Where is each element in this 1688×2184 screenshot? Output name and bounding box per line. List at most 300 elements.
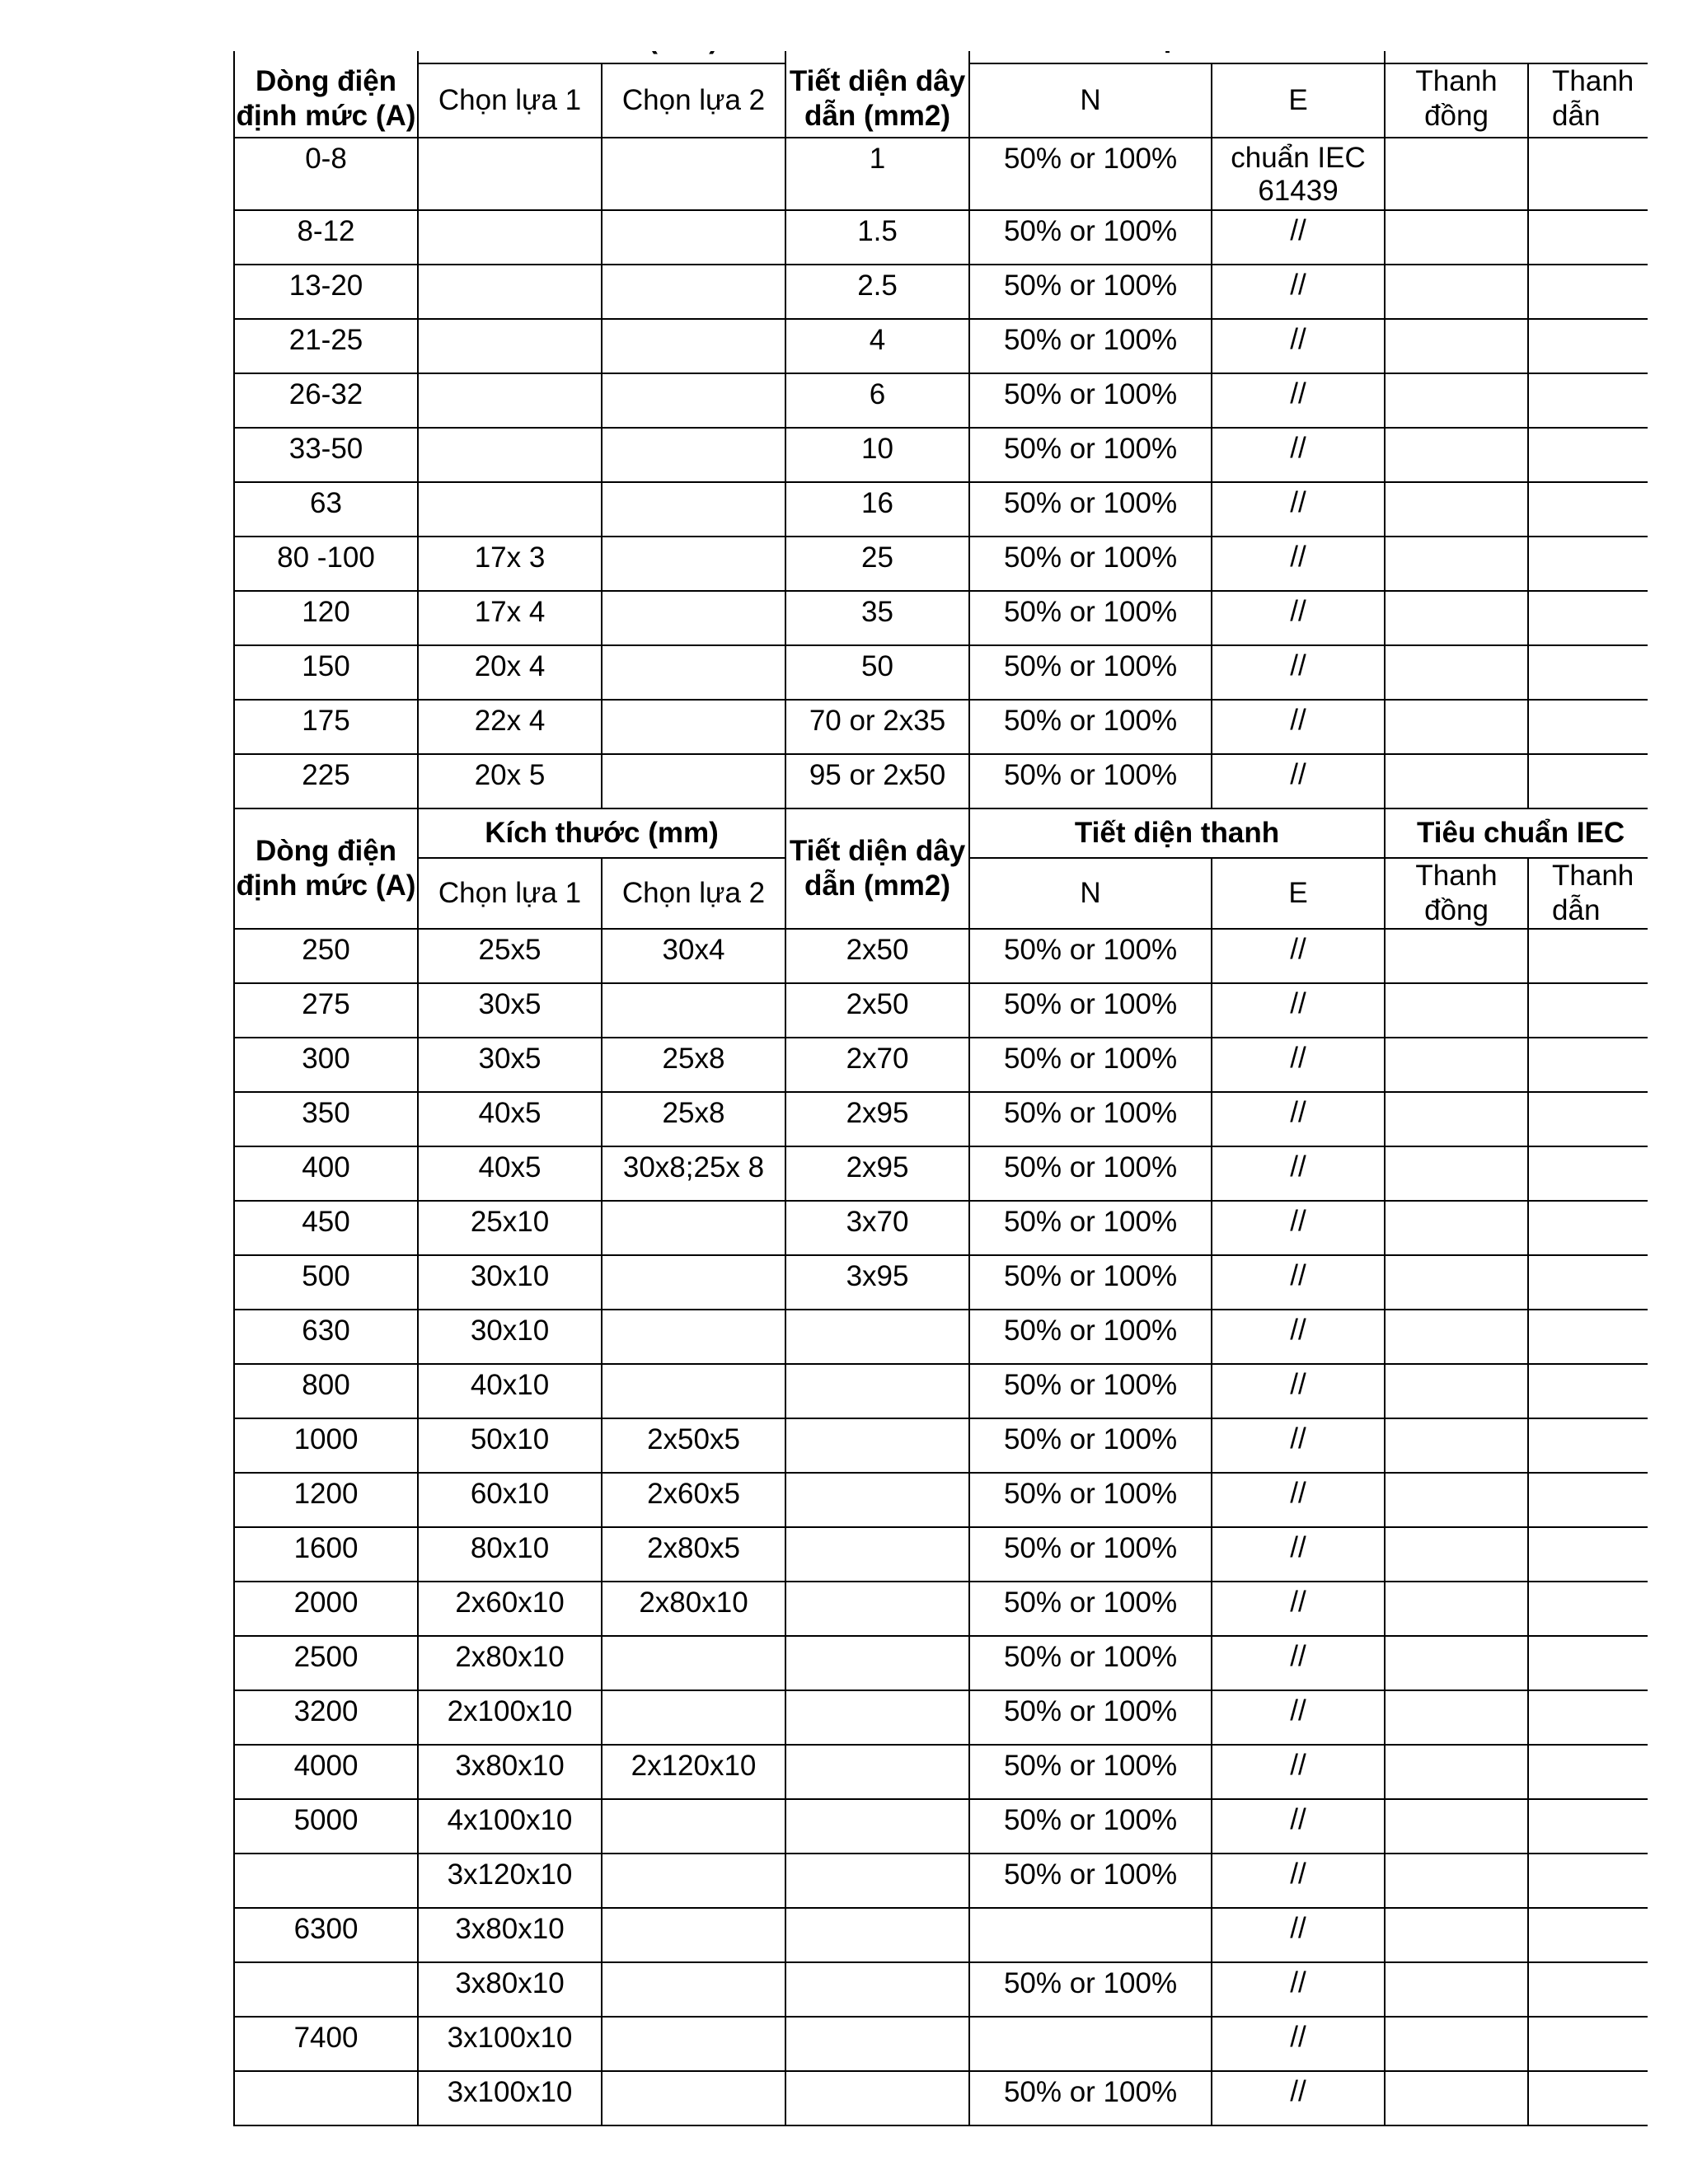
table-row	[234, 1962, 1648, 2017]
cell-iec-copper	[1385, 645, 1528, 700]
cell-option2	[602, 1962, 785, 2017]
cell-conductor: 35	[785, 591, 969, 645]
cell-option1: 17x 4	[418, 591, 602, 645]
table-row	[234, 428, 1648, 482]
header2-bar-section: Tiết diện thanh	[969, 808, 1385, 858]
cell-current: 3200	[234, 1690, 418, 1745]
cell-iec-conductor	[1528, 138, 1648, 210]
cell-option2	[602, 591, 785, 645]
specification-table	[233, 0, 1649, 2126]
cell-iec-conductor	[1528, 645, 1648, 700]
cell-e: //	[1212, 1092, 1385, 1146]
cell-n: 50% or 100%	[969, 1799, 1212, 1854]
cell-option1	[418, 319, 602, 373]
cell-conductor: 70 or 2x35	[785, 700, 969, 754]
cell-e: //	[1212, 1038, 1385, 1092]
table-row	[234, 265, 1648, 319]
cell-option2	[602, 1310, 785, 1364]
cell-current	[234, 1854, 418, 1908]
cell-e: //	[1212, 1745, 1385, 1799]
header2-e: E	[1212, 858, 1385, 929]
cell-e: //	[1212, 482, 1385, 537]
cell-current: 500	[234, 1255, 418, 1310]
cell-iec-conductor	[1528, 1636, 1648, 1690]
table-row	[234, 537, 1648, 591]
cell-iec-conductor	[1528, 754, 1648, 808]
header-conductor-label: Tiết diện dây dẫn (mm2)	[789, 65, 966, 132]
cell-n: 50% or 100%	[969, 1962, 1212, 2017]
cell-conductor: 2x95	[785, 1146, 969, 1201]
cell-iec-copper	[1385, 373, 1528, 428]
cell-iec-copper	[1385, 1854, 1528, 1908]
cell-iec-copper	[1385, 1908, 1528, 1962]
header2-n: N	[969, 858, 1212, 929]
cell-option2	[602, 1908, 785, 1962]
header-e: E	[1212, 63, 1385, 138]
cell-e: //	[1212, 1636, 1385, 1690]
cell-conductor: 3x70	[785, 1201, 969, 1255]
cell-option1: 60x10	[418, 1473, 602, 1527]
cell-n: 50% or 100%	[969, 754, 1212, 808]
cell-current: 6300	[234, 1908, 418, 1962]
table-row	[234, 1364, 1648, 1418]
cell-iec-copper	[1385, 1745, 1528, 1799]
cell-current: 150	[234, 645, 418, 700]
cell-n: 50% or 100%	[969, 1310, 1212, 1364]
cell-option2	[602, 1690, 785, 1745]
cell-e: //	[1212, 1418, 1385, 1473]
header-current-label: Dòng điện định mức (A)	[236, 65, 416, 132]
header2-opt1: Chọn lựa 1	[418, 858, 602, 929]
cell-option1: 40x5	[418, 1092, 602, 1146]
cell-iec-copper	[1385, 210, 1528, 265]
cell-iec-copper	[1385, 428, 1528, 482]
cell-iec-copper	[1385, 482, 1528, 537]
cell-iec-conductor	[1528, 1799, 1648, 1854]
cell-e: //	[1212, 319, 1385, 373]
cell-iec-copper	[1385, 265, 1528, 319]
cell-e: //	[1212, 1527, 1385, 1582]
cell-iec-conductor	[1528, 700, 1648, 754]
table-row	[234, 1255, 1648, 1310]
table-row	[234, 591, 1648, 645]
cell-conductor: 1.5	[785, 210, 969, 265]
cell-conductor: 95 or 2x50	[785, 754, 969, 808]
table-row	[234, 1799, 1648, 1854]
cell-option2	[602, 645, 785, 700]
cell-n: 50% or 100%	[969, 210, 1212, 265]
header-opt1: Chọn lựa 1	[418, 63, 602, 138]
cell-conductor	[785, 1636, 969, 1690]
cell-n: 50% or 100%	[969, 138, 1212, 210]
cell-e: //	[1212, 2017, 1385, 2071]
cell-option2: 30x8;25x 8	[602, 1146, 785, 1201]
cell-iec-conductor	[1528, 983, 1648, 1038]
cell-iec-conductor	[1528, 1582, 1648, 1636]
cell-iec-conductor	[1528, 2017, 1648, 2071]
cell-conductor	[785, 1908, 969, 1962]
table-row	[234, 1854, 1648, 1908]
cell-option1	[418, 265, 602, 319]
cell-option1: 3x100x10	[418, 2071, 602, 2125]
cell-iec-copper	[1385, 1092, 1528, 1146]
header-n: N	[969, 63, 1212, 138]
cell-option1: 25x10	[418, 1201, 602, 1255]
cell-e: //	[1212, 1690, 1385, 1745]
table-row	[234, 1310, 1648, 1364]
cell-iec-copper	[1385, 1364, 1528, 1418]
table-row	[234, 373, 1648, 428]
cell-n: 50% or 100%	[969, 1636, 1212, 1690]
header-row-2-top	[234, 808, 1648, 858]
cell-iec-conductor	[1528, 1690, 1648, 1745]
cell-iec-copper	[1385, 1962, 1528, 2017]
cell-n: 50% or 100%	[969, 1255, 1212, 1310]
cell-e: //	[1212, 1908, 1385, 1962]
cell-iec-conductor	[1528, 1962, 1648, 2017]
cell-current: 7400	[234, 2017, 418, 2071]
cell-option1	[418, 210, 602, 265]
cell-option1	[418, 482, 602, 537]
cell-conductor: 2x70	[785, 1038, 969, 1092]
cell-current: 275	[234, 983, 418, 1038]
cell-conductor: 1	[785, 138, 969, 210]
cell-option1: 30x5	[418, 1038, 602, 1092]
cell-option2	[602, 1201, 785, 1255]
cell-iec-conductor	[1528, 1201, 1648, 1255]
cell-iec-copper	[1385, 591, 1528, 645]
table-row	[234, 1908, 1648, 1962]
cell-conductor	[785, 2017, 969, 2071]
cell-conductor	[785, 2071, 969, 2125]
cell-e: //	[1212, 700, 1385, 754]
cell-iec-copper	[1385, 2017, 1528, 2071]
cell-conductor: 2x50	[785, 929, 969, 983]
table-row	[234, 482, 1648, 537]
cell-e: //	[1212, 373, 1385, 428]
cell-option2	[602, 754, 785, 808]
cell-e: //	[1212, 754, 1385, 808]
cell-conductor: 2.5	[785, 265, 969, 319]
cell-iec-conductor	[1528, 1310, 1648, 1364]
cell-option1: 2x100x10	[418, 1690, 602, 1745]
cell-e: //	[1212, 2071, 1385, 2125]
cell-option1	[418, 138, 602, 210]
table-row	[234, 319, 1648, 373]
cell-iec-conductor	[1528, 1364, 1648, 1418]
cell-option2: 2x50x5	[602, 1418, 785, 1473]
cell-iec-copper	[1385, 983, 1528, 1038]
cell-option1: 3x80x10	[418, 1908, 602, 1962]
page-right-edge	[1648, 0, 1688, 2184]
cell-iec-copper	[1385, 1310, 1528, 1364]
table-row	[234, 645, 1648, 700]
cell-option2: 2x80x5	[602, 1527, 785, 1582]
cell-n: 50% or 100%	[969, 1092, 1212, 1146]
cell-current: 13-20	[234, 265, 418, 319]
cell-iec-conductor	[1528, 1745, 1648, 1799]
cell-option2: 25x8	[602, 1038, 785, 1092]
cell-option1: 3x80x10	[418, 1745, 602, 1799]
table-row	[234, 1582, 1648, 1636]
cell-option2	[602, 1364, 785, 1418]
cell-option2	[602, 1636, 785, 1690]
cell-option1: 25x5	[418, 929, 602, 983]
cell-iec-copper	[1385, 929, 1528, 983]
cell-iec-copper	[1385, 1473, 1528, 1527]
cell-option1: 80x10	[418, 1527, 602, 1582]
cell-option2	[602, 537, 785, 591]
cell-current: 26-32	[234, 373, 418, 428]
cell-e: //	[1212, 537, 1385, 591]
cell-conductor: 4	[785, 319, 969, 373]
cell-e: //	[1212, 1364, 1385, 1418]
cell-option2	[602, 210, 785, 265]
cell-n: 50% or 100%	[969, 1527, 1212, 1582]
table-row	[234, 1092, 1648, 1146]
table-row	[234, 2017, 1648, 2071]
cell-option1: 3x80x10	[418, 1962, 602, 2017]
cell-iec-conductor	[1528, 591, 1648, 645]
cell-iec-copper	[1385, 138, 1528, 210]
cell-iec-conductor	[1528, 1908, 1648, 1962]
cell-current: 1600	[234, 1527, 418, 1582]
cell-option1: 2x60x10	[418, 1582, 602, 1636]
cell-e: //	[1212, 983, 1385, 1038]
cell-option2	[602, 265, 785, 319]
cell-current: 175	[234, 700, 418, 754]
cell-n: 50% or 100%	[969, 1038, 1212, 1092]
table-row	[234, 700, 1648, 754]
cell-iec-conductor	[1528, 319, 1648, 373]
table-row	[234, 929, 1648, 983]
cell-option1: 20x 5	[418, 754, 602, 808]
cell-conductor: 2x95	[785, 1092, 969, 1146]
header2-current: Dòng điện định mức (A)	[234, 808, 418, 929]
cell-conductor	[785, 1418, 969, 1473]
cell-current: 2500	[234, 1636, 418, 1690]
cell-iec-copper	[1385, 1255, 1528, 1310]
cell-option2	[602, 2017, 785, 2071]
table-row	[234, 1527, 1648, 1582]
cell-conductor	[785, 1745, 969, 1799]
cell-conductor: 50	[785, 645, 969, 700]
cell-current: 8-12	[234, 210, 418, 265]
cell-n: 50% or 100%	[969, 319, 1212, 373]
cell-option1: 4x100x10	[418, 1799, 602, 1854]
cell-n: 50% or 100%	[969, 983, 1212, 1038]
cell-option1: 30x10	[418, 1310, 602, 1364]
cell-iec-conductor	[1528, 1146, 1648, 1201]
cell-e: //	[1212, 265, 1385, 319]
cell-option2	[602, 1854, 785, 1908]
cell-conductor	[785, 1582, 969, 1636]
cell-e: //	[1212, 210, 1385, 265]
cell-conductor	[785, 1473, 969, 1527]
cell-e: //	[1212, 929, 1385, 983]
cell-option2	[602, 138, 785, 210]
cell-current: 1200	[234, 1473, 418, 1527]
cell-iec-copper	[1385, 1146, 1528, 1201]
cell-iec-copper	[1385, 2071, 1528, 2125]
table-row	[234, 1201, 1648, 1255]
cell-conductor	[785, 1799, 969, 1854]
cell-option1	[418, 428, 602, 482]
cell-current: 300	[234, 1038, 418, 1092]
cell-n: 50% or 100%	[969, 537, 1212, 591]
cell-current: 1000	[234, 1418, 418, 1473]
cell-option2	[602, 482, 785, 537]
cell-current: 350	[234, 1092, 418, 1146]
cell-iec-conductor	[1528, 1418, 1648, 1473]
table-row	[234, 138, 1648, 210]
cell-option2	[602, 319, 785, 373]
cell-iec-copper	[1385, 754, 1528, 808]
table-row	[234, 983, 1648, 1038]
cell-current: 120	[234, 591, 418, 645]
cell-conductor: 6	[785, 373, 969, 428]
cell-conductor: 25	[785, 537, 969, 591]
cell-n: 50% or 100%	[969, 929, 1212, 983]
cell-n	[969, 1908, 1212, 1962]
cell-conductor	[785, 1690, 969, 1745]
cell-option2	[602, 1255, 785, 1310]
cell-iec-copper	[1385, 700, 1528, 754]
cell-option1: 40x5	[418, 1146, 602, 1201]
cell-iec-conductor	[1528, 373, 1648, 428]
cell-option2	[602, 1799, 785, 1854]
cell-current: 0-8	[234, 138, 418, 210]
cell-e: //	[1212, 1310, 1385, 1364]
header2-iec: Tiêu chuẩn IEC	[1385, 808, 1648, 858]
cell-iec-copper	[1385, 537, 1528, 591]
cell-iec-copper	[1385, 1418, 1528, 1473]
cell-option2: 2x120x10	[602, 1745, 785, 1799]
header2-conductor: Tiết diện dây dẫn (mm2)	[785, 808, 969, 929]
cell-option1: 3x100x10	[418, 2017, 602, 2071]
cell-n: 50% or 100%	[969, 265, 1212, 319]
page-top-edge	[0, 0, 1688, 51]
cell-option1: 30x10	[418, 1255, 602, 1310]
cell-iec-conductor	[1528, 1854, 1648, 1908]
header-iec-conductor: Thanh dẫn	[1528, 63, 1648, 138]
cell-option1: 22x 4	[418, 700, 602, 754]
cell-e: //	[1212, 1473, 1385, 1527]
cell-option2	[602, 983, 785, 1038]
cell-option1: 2x80x10	[418, 1636, 602, 1690]
cell-iec-copper	[1385, 1038, 1528, 1092]
table-row	[234, 2071, 1648, 2125]
cell-conductor	[785, 1310, 969, 1364]
table-row	[234, 1690, 1648, 1745]
header-iec-copper: Thanh đồng	[1385, 63, 1528, 138]
cell-option2: 2x80x10	[602, 1582, 785, 1636]
cell-iec-copper	[1385, 319, 1528, 373]
cell-conductor	[785, 1962, 969, 2017]
cell-iec-copper	[1385, 1690, 1528, 1745]
cell-n: 50% or 100%	[969, 645, 1212, 700]
cell-n: 50% or 100%	[969, 1473, 1212, 1527]
cell-current: 33-50	[234, 428, 418, 482]
header2-opt2: Chọn lựa 2	[602, 858, 785, 929]
cell-option1: 17x 3	[418, 537, 602, 591]
cell-current: 800	[234, 1364, 418, 1418]
cell-iec-conductor	[1528, 537, 1648, 591]
cell-iec-copper	[1385, 1799, 1528, 1854]
table-row	[234, 1038, 1648, 1092]
cell-option1: 3x120x10	[418, 1854, 602, 1908]
cell-current: 250	[234, 929, 418, 983]
cell-current: 21-25	[234, 319, 418, 373]
cell-current	[234, 1962, 418, 2017]
cell-conductor: 3x95	[785, 1255, 969, 1310]
cell-e: //	[1212, 1146, 1385, 1201]
cell-option2: 25x8	[602, 1092, 785, 1146]
cell-n: 50% or 100%	[969, 482, 1212, 537]
cell-e: //	[1212, 1255, 1385, 1310]
cell-iec-conductor	[1528, 1255, 1648, 1310]
cell-conductor	[785, 1854, 969, 1908]
cell-n: 50% or 100%	[969, 1582, 1212, 1636]
cell-e: //	[1212, 1799, 1385, 1854]
cell-current: 2000	[234, 1582, 418, 1636]
cell-n: 50% or 100%	[969, 591, 1212, 645]
cell-n: 50% or 100%	[969, 1146, 1212, 1201]
cell-iec-conductor	[1528, 482, 1648, 537]
cell-n: 50% or 100%	[969, 1418, 1212, 1473]
cell-iec-conductor	[1528, 1527, 1648, 1582]
cell-iec-copper	[1385, 1201, 1528, 1255]
cell-n: 50% or 100%	[969, 1201, 1212, 1255]
header2-iec-conductor: Thanh dẫn	[1528, 858, 1648, 929]
table-row	[234, 1745, 1648, 1799]
cell-n: 50% or 100%	[969, 700, 1212, 754]
cell-current: 80 -100	[234, 537, 418, 591]
cell-current: 5000	[234, 1799, 418, 1854]
cell-n: 50% or 100%	[969, 1364, 1212, 1418]
cell-iec-conductor	[1528, 1473, 1648, 1527]
cell-e: //	[1212, 428, 1385, 482]
cell-iec-conductor	[1528, 210, 1648, 265]
cell-current: 63	[234, 482, 418, 537]
cell-option1: 40x10	[418, 1364, 602, 1418]
cell-iec-copper	[1385, 1582, 1528, 1636]
cell-option1	[418, 373, 602, 428]
cell-n: 50% or 100%	[969, 1745, 1212, 1799]
table-row	[234, 210, 1648, 265]
cell-n: 50% or 100%	[969, 428, 1212, 482]
cell-iec-copper	[1385, 1527, 1528, 1582]
cell-iec-conductor	[1528, 1092, 1648, 1146]
table-row	[234, 754, 1648, 808]
table-row	[234, 1636, 1648, 1690]
cell-current	[234, 2071, 418, 2125]
cell-iec-conductor	[1528, 1038, 1648, 1092]
cell-option1: 30x5	[418, 983, 602, 1038]
cell-conductor	[785, 1527, 969, 1582]
cell-option2	[602, 2071, 785, 2125]
cell-option1: 20x 4	[418, 645, 602, 700]
cell-n: 50% or 100%	[969, 2071, 1212, 2125]
table-row	[234, 1418, 1648, 1473]
cell-option1: 50x10	[418, 1418, 602, 1473]
cell-current: 630	[234, 1310, 418, 1364]
cell-iec-copper	[1385, 1636, 1528, 1690]
cell-e: chuẩn IEC 61439	[1212, 138, 1385, 210]
cell-n	[969, 2017, 1212, 2071]
cell-conductor: 2x50	[785, 983, 969, 1038]
cell-n: 50% or 100%	[969, 1854, 1212, 1908]
